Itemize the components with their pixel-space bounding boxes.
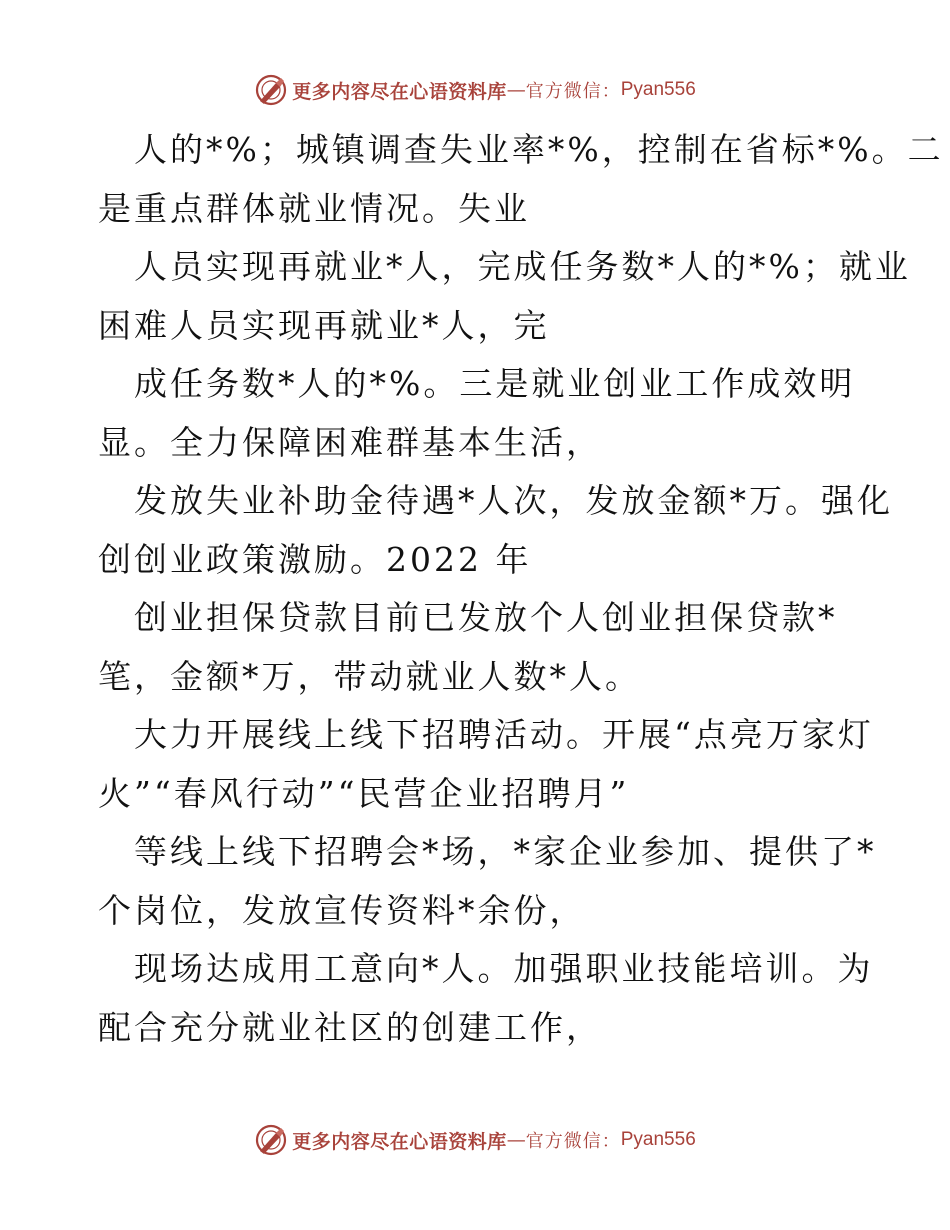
text-line: 大力开展线上线下招聘活动。开展“点亮万家灯 — [134, 715, 874, 754]
text-line: 个岗位，发放宣传资料*余份， — [98, 890, 586, 930]
header-banner[interactable] — [0, 70, 950, 110]
pen-circle-logo-icon — [254, 73, 288, 107]
text-line: 配合充分就业社区的创建工作， — [98, 1007, 602, 1047]
text-line: 发放失业补助金待遇*人次，发放金额*万。强化 — [134, 481, 893, 520]
text-line: 困难人员实现再就业*人，完 — [98, 305, 550, 345]
pen-circle-logo-icon — [254, 1123, 288, 1157]
banner-separator: — — [506, 1129, 526, 1151]
text-line: 显。全力保障困难群基本生活， — [98, 422, 602, 462]
text-line: 创创业政策激励。2022 年 — [98, 539, 532, 579]
text-line: 现场达成用工意向*人。加强职业技能培训。为 — [134, 949, 874, 988]
text-line: 等线上线下招聘会*场，*家企业参加、提供了* — [134, 832, 877, 871]
banner-wechat-label: 官方微信： — [525, 1131, 621, 1152]
text-line: 笔，金额*万，带动就业人数*人。 — [98, 656, 641, 696]
banner-main-text: 更多内容尽在心语资料库 — [292, 80, 507, 103]
text-line: 是重点群体就业情况。失业 — [98, 188, 530, 228]
body-text — [98, 121, 944, 1057]
text-line: 创业担保贷款目前已发放个人创业担保贷款* — [134, 598, 838, 637]
text-line: 火”“春风行动”“民营企业招聘月” — [98, 773, 630, 813]
text-line: 人员实现再就业*人，完成任务数*人的*%；就业 — [134, 247, 911, 286]
text-line: 人的*%；城镇调查失业率*%，控制在省标*%。二 — [134, 130, 944, 169]
text-line: 成任务数*人的*%。三是就业创业工作成效明 — [134, 364, 856, 403]
banner-main-text: 更多内容尽在心语资料库 — [292, 1130, 507, 1153]
banner-wechat-label: 官方微信： — [525, 81, 621, 102]
footer-banner[interactable] — [0, 1120, 950, 1160]
banner-wechat-id: Pyan556 — [620, 1129, 696, 1150]
banner-wechat-id: Pyan556 — [620, 79, 696, 100]
banner-separator: — — [506, 79, 526, 101]
